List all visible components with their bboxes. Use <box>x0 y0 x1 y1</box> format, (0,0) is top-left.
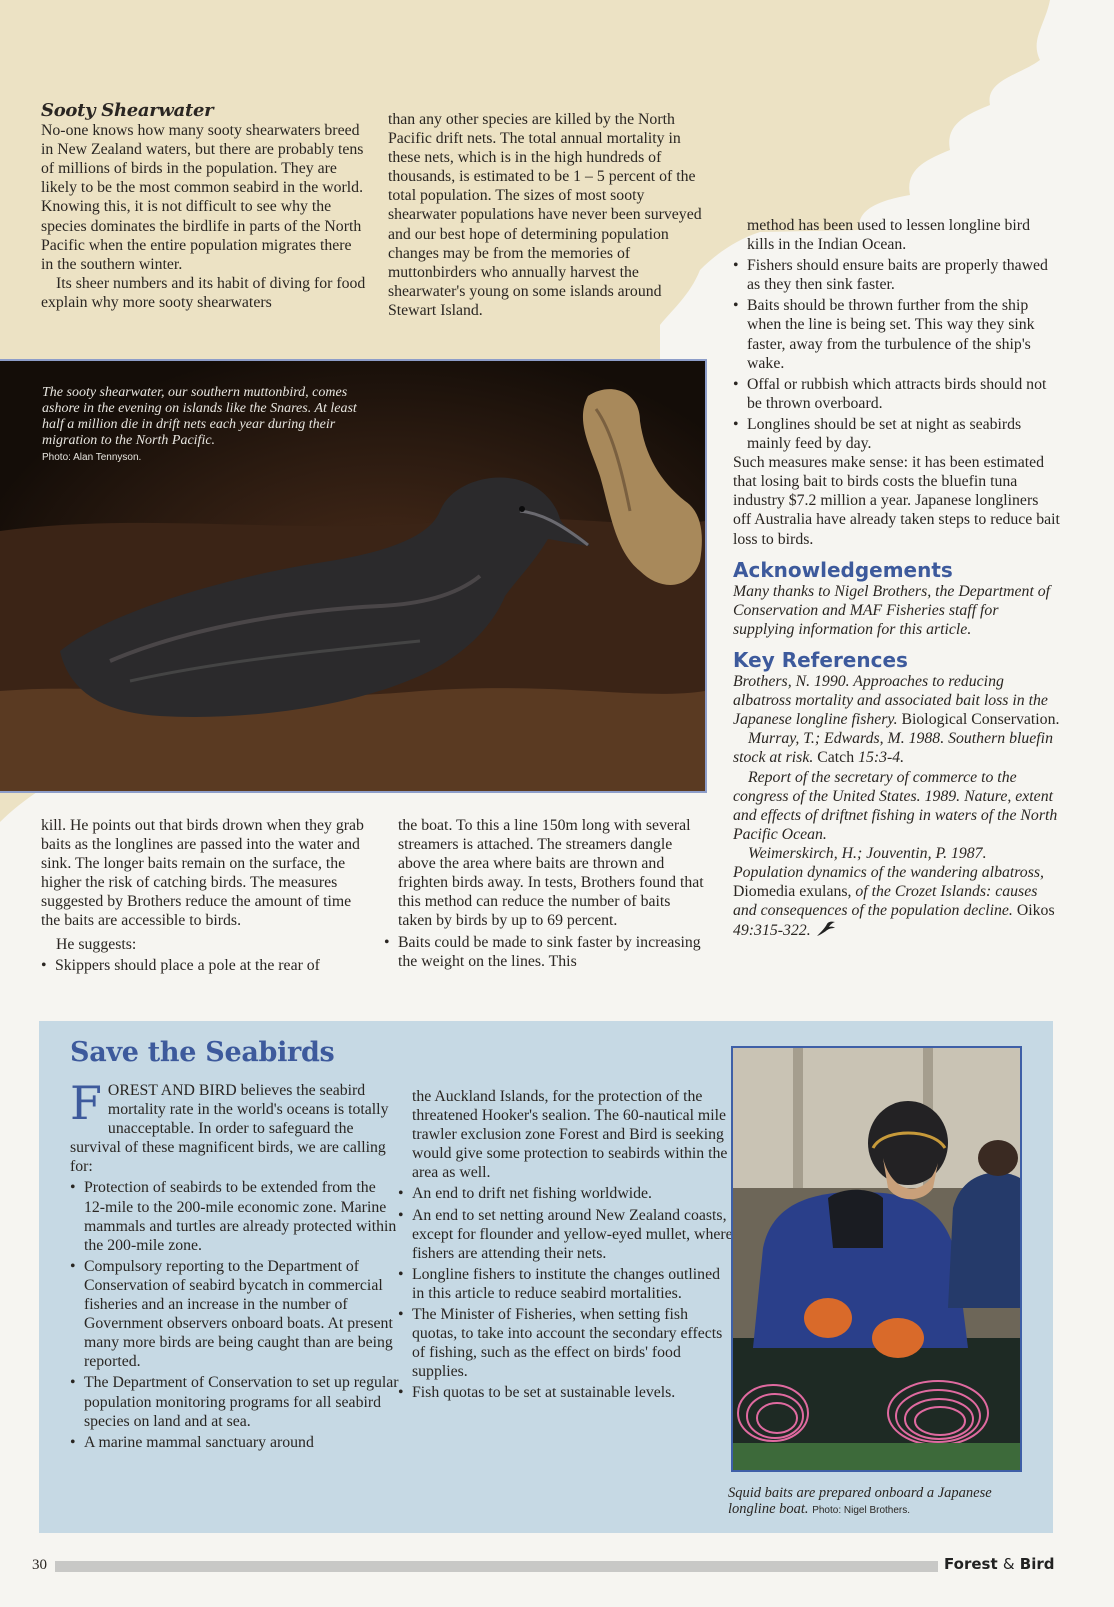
list-item: • The Department of Conservation to set up regular population monitoring programs for all seabird species on land and at sea. <box>70 1373 400 1430</box>
acknowledgements-heading: Acknowledgements <box>733 557 953 582</box>
list-item: • Protection of seabirds to be extended from the 12-mile to the 200-mile economic zone. Marine mammals and turtles are already protected within the 200-mile zone. <box>70 1178 400 1254</box>
box-col1-list <box>70 1178 400 1451</box>
right-col-continuation: method has been used to lessen longline bird kills in the Indian Ocean. <box>747 217 1030 254</box>
sooty-col2 <box>388 110 710 320</box>
lower-col1 <box>41 816 368 975</box>
list-item: • Skippers should place a pole at the rear of <box>41 956 368 975</box>
box-col1 <box>70 1076 400 1452</box>
lower-col1-paragraph: kill. He points out that birds drown when they grab baits as the longlines are passed into the water and sink. The longer baits remain on the surface, the higher the risk of catching birds. The measures suggested by Brothers reduce the amount of time the baits are accessible to birds. <box>41 817 364 930</box>
reference-4-pages: 49:315-322. <box>733 922 811 940</box>
squid-bait-illustration <box>733 1048 1020 1470</box>
brand-ampersand: & <box>1002 1555 1015 1573</box>
box-col2 <box>398 1087 736 1403</box>
list-item: • Fishers should ensure baits are properly thawed as they then sink faster. <box>733 256 1060 294</box>
box-title: Save the Seabirds <box>70 1037 335 1068</box>
measures-list <box>733 256 1060 453</box>
shearwater-photo-caption <box>42 385 372 466</box>
box-col2-list <box>398 1184 736 1402</box>
reference-2-pages: 15:3-4. <box>858 749 905 767</box>
box-intro <box>70 1076 400 1176</box>
squid-bait-caption <box>728 1485 1028 1519</box>
reference-1-text: Brothers, N. 1990. Approaches to reducing albatross mortality and associated bait loss in the Japanese longline fishery. <box>733 673 1048 729</box>
reference-4 <box>733 844 1060 940</box>
squid-bait-photo <box>731 1046 1022 1472</box>
list-item: • Baits could be made to sink faster by increasing the weight on the lines. This <box>384 933 706 971</box>
shearwater-photo <box>0 359 707 793</box>
photo-credit: Photo: Alan Tennyson. <box>42 452 142 463</box>
box-intro-text: OREST AND BIRD believes the seabird mortality rate in the world's oceans is totally unacceptable. In order to safeguard the survival of these magnificent birds, we are calling for: <box>70 1082 389 1176</box>
reference-2 <box>733 729 1060 767</box>
list-item: • The Minister of Fisheries, when setting fish quotas, to take into account the secondary effects of fishing, such as the effect on birds' food supplies. <box>398 1305 736 1381</box>
reference-1 <box>733 672 1060 729</box>
list-item: • An end to set netting around New Zealand coasts, except for flounder and yellow-eyed mullet, where fishers are attending their nets. <box>398 1206 736 1263</box>
brand-word-1: Forest <box>944 1555 998 1573</box>
list-item: • Baits should be thrown further from the ship when the line is being set. This way they sink faster, away from the turbulence of the ship's wake. <box>733 296 1060 372</box>
caption-text: Squid baits are prepared onboard a Japanese longline boat. <box>728 1485 992 1517</box>
section-heading-sooty: Sooty Shearwater <box>41 100 214 121</box>
list-item: • An end to drift net fishing worldwide. <box>398 1184 736 1203</box>
list-item: • Fish quotas to be set at sustainable levels. <box>398 1383 736 1402</box>
list-item: • A marine mammal sanctuary around <box>70 1433 400 1452</box>
reference-3: Report of the secretary of commerce to the congress of the United States. 1989. Nature, extent and effects of driftnet fishing in waters of the North Pacific Ocean. <box>733 768 1058 843</box>
save-the-seabirds-box <box>39 1021 1053 1533</box>
suggests-line: He suggests: <box>56 935 137 953</box>
sooty-paragraph-2: Its sheer numbers and its habit of diving for food explain why more sooty shearwaters <box>41 274 366 311</box>
brand-word-2: Bird <box>1019 1555 1055 1573</box>
page-number: 30 <box>32 1557 47 1573</box>
sooty-col1 <box>41 101 366 312</box>
reference-1-journal: Biological Conservation. <box>901 711 1060 729</box>
list-item: • Longline fishers to institute the changes outlined in this article to reduce seabird mortalities. <box>398 1265 736 1303</box>
footer-bar <box>55 1561 938 1572</box>
right-col <box>733 216 1060 940</box>
box-col2-continuation: the Auckland Islands, for the protection of the threatened Hooker's sealion. The 60-nautical mile trawler exclusion zone Forest and Bird is seeking would give some protection to seabirds within the area as well. <box>412 1088 728 1182</box>
list-item: • Compulsory reporting to the Department of Conservation of seabird bycatch in commercial fisheries and an increase in the number of Government observers onboard boats. At present many more birds are being caught than are being reported. <box>70 1257 400 1372</box>
lower-col2-paragraph: the boat. To this a line 150m long with several streamers is attached. The streamers dangle above the area where baits are thrown and frighten birds away. In tests, Brothers found that this method can reduce the number of baits taken by birds by up to 69 percent. <box>398 817 704 930</box>
magazine-brand <box>944 1555 1055 1573</box>
reference-4-text: Weimerskirch, H.; Jouventin, P. 1987. Population dynamics of the wandering albatross, <box>733 844 1044 881</box>
sooty-paragraph-3: than any other species are killed by the North Pacific drift nets. The total annual mortality in these nets, which is in the high hundreds of thousands, is estimated to be 1 – 5 percent of the total population. The sizes of most sooty shearwater populations have never been surveyed and our best hope of determining population changes may be from the memories of muttonbirders who annually harvest the shearwater's young on some islands around Stewart Island. <box>388 111 702 319</box>
right-col-paragraph: Such measures make sense: it has been estimated that losing bait to birds costs the bluefin tuna industry $7.2 million a year. Japanese longliners off Australia have already taken steps to reduce bait loss to birds. <box>733 454 1060 548</box>
reference-2-journal: Catch <box>817 749 855 767</box>
photo-credit: Photo: Nigel Brothers. <box>812 1505 911 1516</box>
reference-4-title: of the Crozet Islands: causes and consequences of the population decline. <box>733 883 1038 920</box>
bird-end-mark-icon <box>815 920 837 938</box>
reference-2-text: Murray, T.; Edwards, M. 1988. Southern bluefin stock at risk. <box>733 730 1053 767</box>
caption-text: The sooty shearwater, our southern muttonbird, comes ashore in the evening on islands like the Snares. At least half a million die in drift nets each year during their migration to the North Pacific. <box>42 385 357 448</box>
reference-4-journal: Oikos <box>1016 902 1055 920</box>
lower-col2 <box>384 816 706 971</box>
acknowledgements-text: Many thanks to Nigel Brothers, the Department of Conservation and MAF Fisheries staff for supplying information for this article. <box>733 582 1051 638</box>
reference-4-species: Diomedia exulans, <box>733 883 852 901</box>
drop-cap: F <box>70 1076 102 1130</box>
sooty-paragraph-1: No-one knows how many sooty shearwaters breed in New Zealand waters, but there are probably tens of millions of birds in the population. They are likely to be the most common seabird in the world. Knowing this, it is not difficult to see why the species dominates the birdlife in parts of the North Pacific when the entire population migrates there in the southern winter. <box>41 122 364 273</box>
references-heading: Key References <box>733 647 908 672</box>
list-item: • Offal or rubbish which attracts birds should not be thrown overboard. <box>733 375 1060 413</box>
list-item: • Longlines should be set at night as seabirds mainly feed by day. <box>733 415 1060 453</box>
